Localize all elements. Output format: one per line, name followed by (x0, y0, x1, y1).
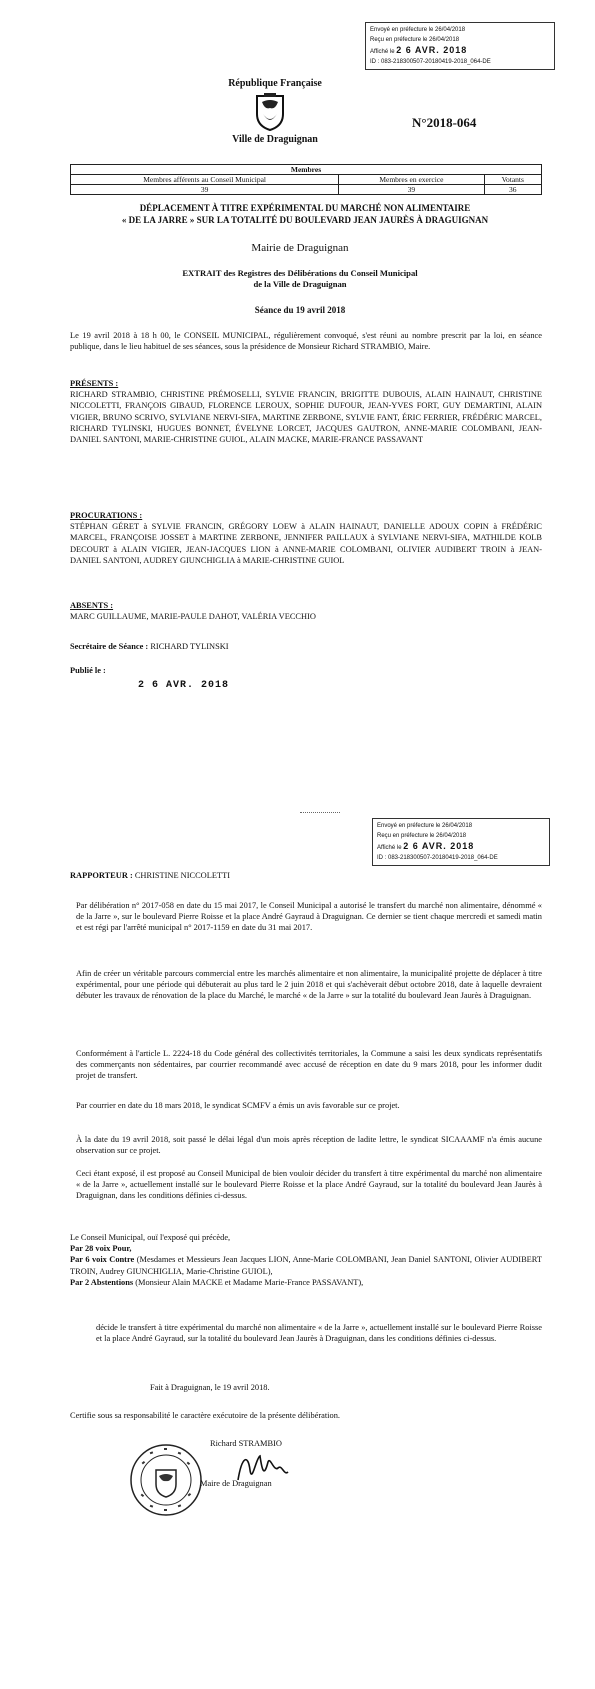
publie-date-stamp: 2 6 AVR. 2018 (138, 680, 230, 691)
intro-paragraph: Le 19 avril 2018 à 18 h 00, le CONSEIL MUNICIPAL, régulièrement convoqué, s'est réuni au nombre prescrit par la loi, en séance publique, dans le lieu habituel de ses séances, sous la présidence de Monsieur Richard STRAMBIO, Maire. (70, 331, 542, 352)
presents-label: PRÉSENTS : (70, 379, 119, 388)
paragraph-5: À la date du 19 avril 2018, soit passé le délai légal d'un mois après réception de ladite lettre, le syndicat SICAAAMF n'a émis aucune observation sur ce projet. (76, 1135, 542, 1156)
stamp-date: 2 6 AVR. 2018 (396, 45, 468, 55)
stamp-affiche-label: Affiché le (370, 49, 395, 55)
mairie-heading: Mairie de Draguignan (251, 242, 349, 254)
presents-list: RICHARD STRAMBIO, CHRISTINE PRÉMOSELLI, SYLVIE FRANCIN, BRIGITTE DUBOUIS, ALAIN HAINAUT, CHRISTINE NICCOLETTI, FRANÇOIS GIBAUD, FLORENCE LEROUX, SOPHIE DUFOUR, JEAN-YVES FORT, GUY DEMARTINI, ALAIN VIGIER, BRUNO SCRIVO, SYLVIANE NERVI-SIFA, MARTINE ZERBONE, SYLVIE FANT, ÉRIC FERRIER, FRÉDÉRIC MARCEL, RICHARD TYLINSKI, HUGUES BONNET, ÉVELYNE LORCET, JACQUES GAUTRON, ANNE-MARIE COLOMBANI, JEAN-DANIEL SANTONI, MARIE-CHRISTINE GUIOL, ALAIN MACKE, MARIE-FRANCE PASSAVANT (70, 390, 542, 445)
stamp2-affiche-label: Affiché le (377, 845, 402, 851)
title-line-2: « DE LA JARRE » SUR LA TOTALITÉ DU BOULEVARD JEAN JAURÈS À DRAGUIGNAN (121, 215, 489, 225)
paragraph-1: Par délibération n° 2017-058 en date du 15 mai 2017, le Conseil Municipal a autorisé le transfert du marché non alimentaire, dénommé « de la Jarre », sur le boulevard Pierre Roisse et la place André Gayraud à Draguignan. Ce dernier se tient chaque mercredi et samedi matin et est régi par l'arrêté municipal n° 2017-1159 en date du 31 mai 2017. (76, 901, 542, 933)
vote-pour: Par 28 voix Pour, (70, 1244, 132, 1254)
paragraph-2: Afin de créer un véritable parcours commercial entre les marchés alimentaire et non alimentaire, la municipalité projette de déplacer à titre expérimental, pour une période qui débuterait au plus tard le 2 juin 2018 et qui s'achèverait début octobre 2018, date à laquelle devraient débuter les travaux de rénovation de la place du Marché, le marché « de la Jarre » sur la totalité du boulevard Jean Jaurès à Draguignan. (76, 969, 542, 1001)
seance-date: Séance du 19 avril 2018 (254, 305, 346, 315)
republique-francaise: République Française (228, 78, 322, 89)
stamp2-line-recu: Reçu en préfecture le 26/04/2018 (377, 833, 467, 839)
vote-section (70, 1232, 542, 1288)
extrait-heading (120, 268, 480, 290)
prefecture-stamp-top (365, 22, 555, 70)
stamp2-affiche-row (377, 841, 545, 853)
vote-abst-label: Par 2 Abstentions (70, 1277, 134, 1287)
signatory-title: Maire de Draguignan (200, 1479, 272, 1488)
stamp2-date: 2 6 AVR. 2018 (403, 841, 475, 851)
ville-de-draguignan: Ville de Draguignan (232, 134, 318, 145)
stamp2-line-envoye: Envoyé en préfecture le 26/04/2018 (377, 823, 473, 829)
vote-abst-row (70, 1277, 542, 1288)
members-caption: Membres (71, 165, 542, 175)
presents-section (70, 378, 542, 445)
members-col-exercice: Membres en exercice (339, 175, 484, 185)
vote-contre-text: (Mesdames et Messieurs Jean Jacques LION, Anne-Marie COLOMBANI, Jean Daniel SANTONI, Olivier AUDIBERT TROIN, Audrey GIUNCHIGLIA, Marie-Christine GUIOL), (70, 1255, 543, 1276)
absents-label: ABSENTS : (70, 601, 114, 610)
title-line-1: DÉPLACEMENT À TITRE EXPÉRIMENTAL DU MARCHÉ NON ALIMENTAIRE (139, 203, 471, 213)
secretaire-value: RICHARD TYLINSKI (150, 642, 229, 651)
rapporteur-row (70, 870, 542, 881)
vote-intro: Le Conseil Municipal, ouï l'exposé qui précède, (70, 1233, 231, 1242)
members-val-votants: 36 (484, 185, 542, 195)
members-col-votants: Votants (484, 175, 542, 185)
official-seal-icon (128, 1442, 204, 1518)
members-table (70, 164, 542, 195)
decide-paragraph: décide le transfert à titre expérimental du marché non alimentaire « de la Jarre », actuellement installé sur le boulevard Pierre Roisse et la place André Gayraud, sur la totalité du boulevard Jean Jaurès à Draguignan, dans les conditions définies ci-dessus. (96, 1323, 542, 1344)
secretaire-row (70, 641, 542, 652)
vote-contre-row (70, 1254, 542, 1276)
certifie-text: Certifie sous sa responsabilité le caractère exécutoire de la présente délibération. (70, 1411, 340, 1420)
extrait-line-1: EXTRAIT des Registres des Délibérations du Conseil Municipal (182, 268, 418, 278)
paragraph-6: Ceci étant exposé, il est proposé au Conseil Municipal de bien vouloir décider du transfert à titre expérimental du marché non alimentaire « de la Jarre », actuellement installé sur le boulevard Pierre Roisse et la place André Gayraud, sur la totalité du boulevard Jean Jaurès à Draguignan, dans les conditions définies ci-dessus. (76, 1169, 542, 1201)
rapporteur-name: CHRISTINE NICCOLETTI (134, 871, 230, 880)
deliberation-title (40, 202, 570, 226)
members-val-afferents: 39 (71, 185, 339, 195)
absents-section (70, 600, 542, 622)
stamp2-id: ID : 083-218300507-20180419-2018_064-DE (377, 855, 498, 861)
publie-label: Publié le : (70, 666, 106, 675)
procurations-list: STÉPHAN GÉRET à SYLVIE FRANCIN, GRÉGORY LOEW à ALAIN HAINAUT, DANIELLE ADOUX COPIN à FRÉDÉRIC MARCEL, FRANÇOISE JOSSET à MARTINE ZERBONE, JENNIFER PAILLAUX à SYLVIANE NERVI-SIFA, MATHILDE KOLB DECOURT à ALAIN VIGIER, JEAN-JACQUES LION à ANNE-MARIE COLOMBANI, OLIVIER AUDIBERT TROIN à JEAN-DANIEL SANTONI, AUDREY GIUNCHIGLIA à MARIE-CHRISTINE GUIOL (70, 522, 542, 565)
stamp-line-envoye: Envoyé en préfecture le 26/04/2018 (370, 27, 466, 33)
procurations-label: PROCURATIONS : (70, 511, 143, 520)
paragraph-3: Conformément à l'article L. 2224-18 du Code général des collectivités territoriales, la Commune a saisi les deux syndicats représentatifs des commerçants non sédentaires, par courrier recommandé avec accusé de réception en date du 9 mars 2018, pour les informer dudit projet de transfert. (76, 1049, 542, 1081)
members-val-exercice: 39 (339, 185, 484, 195)
page-break-divider (300, 812, 340, 813)
vote-abst-text: (Monsieur Alain MACKE et Madame Marie-France PASSAVANT), (135, 1277, 364, 1287)
city-crest-icon (253, 92, 287, 132)
secretaire-label: Secrétaire de Séance : (70, 642, 149, 651)
rapporteur-label: RAPPORTEUR : (70, 871, 133, 880)
stamp-line-recu: Reçu en préfecture le 26/04/2018 (370, 37, 460, 43)
deliberation-number: N°2018-064 (412, 115, 477, 130)
procurations-section (70, 510, 542, 566)
fait-a: Fait à Draguignan, le 19 avril 2018. (150, 1383, 270, 1392)
stamp-affiche-row (370, 45, 550, 57)
extrait-line-2: de la Ville de Draguignan (253, 279, 347, 289)
stamp-id: ID : 083-218300507-20180419-2018_064-DE (370, 59, 491, 65)
paragraph-4: Par courrier en date du 18 mars 2018, le syndicat SCMFV a émis un avis favorable sur ce projet. (76, 1101, 400, 1110)
members-col-afferents: Membres afférents au Conseil Municipal (71, 175, 339, 185)
signatory-name: Richard STRAMBIO (210, 1439, 282, 1448)
vote-contre-label: Par 6 voix Contre (70, 1255, 135, 1265)
prefecture-stamp-page2 (372, 818, 550, 866)
absents-list: MARC GUILLAUME, MARIE-PAULE DAHOT, VALÉRIA VECCHIO (70, 612, 316, 622)
